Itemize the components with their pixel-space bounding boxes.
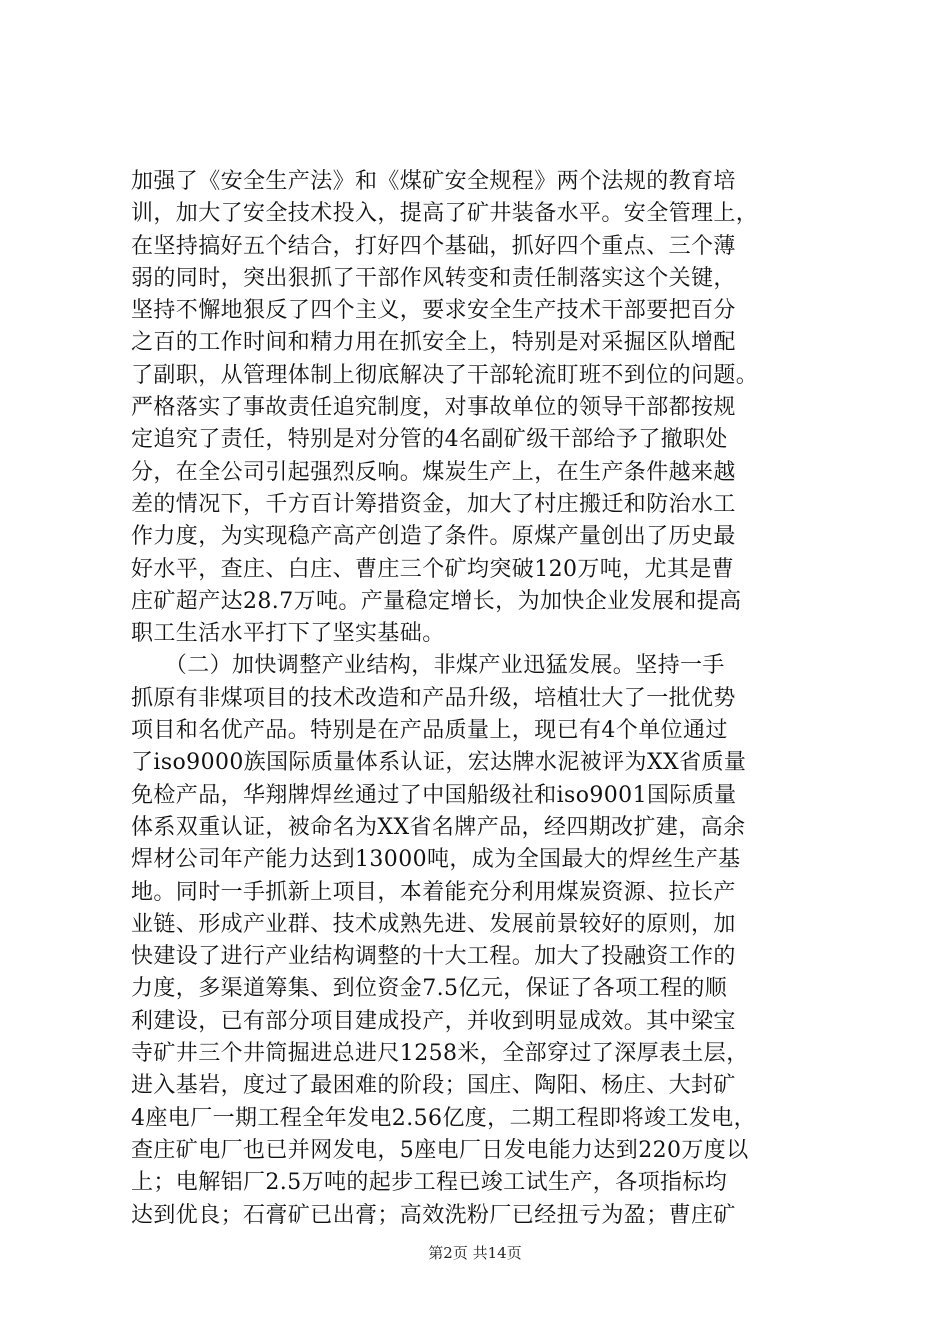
text-line: 利建设，已有部分项目建成投产，并收到明显成效。其中梁宝: [131, 1008, 736, 1034]
text-line: 坚持不懈地狠反了四个主义，要求安全生产技术干部要把百分: [131, 298, 736, 324]
text-line: 焊材公司年产能力达到13000吨，成为全国最大的焊丝生产基: [131, 847, 741, 873]
text-line: 定追究了责任，特别是对分管的4名副矿级干部给予了撤职处: [131, 427, 728, 453]
text-line: 训，加大了安全技术投入，提高了矿井装备水平。安全管理上，: [131, 201, 759, 227]
text-line: 4座电厂一期工程全年发电2.56亿度，二期工程即将竣工发电，: [131, 1105, 756, 1131]
text-line: 职工生活水平打下了坚实基础。: [131, 621, 445, 647]
text-line: 差的情况下，千方百计筹措资金，加大了村庄搬迁和防治水工: [131, 491, 736, 517]
text-line: 了iso9000族国际质量体系认证，宏达牌水泥被评为XX省质量: [131, 750, 747, 776]
text-line: （二）加快调整产业结构，非煤产业迅猛发展。坚持一手: [131, 653, 725, 679]
text-line: 严格落实了事故责任追究制度，对事故单位的领导干部都按规: [131, 395, 736, 421]
text-line: 作力度，为实现稳产高产创造了条件。原煤产量创出了历史最: [131, 524, 736, 550]
text-line: 寺矿井三个井筒掘进总进尺1258米，全部穿过了深厚表土层，: [131, 1041, 749, 1067]
text-line: 分，在全公司引起强烈反响。煤炭生产上，在生产条件越来越: [131, 459, 736, 485]
text-line: 好水平，查庄、白庄、曹庄三个矿均突破120万吨，尤其是曹: [131, 556, 735, 582]
text-line: 达到优良；石膏矿已出膏；高效洗粉厂已经扭亏为盈；曹庄矿: [131, 1202, 736, 1228]
text-line: 上；电解铝厂2.5万吨的起步工程已竣工试生产，各项指标均: [131, 1170, 728, 1196]
text-line: 抓原有非煤项目的技术改造和产品升级，培植壮大了一批优势: [131, 685, 736, 711]
text-line: 查庄矿电厂也已并网发电，5座电厂日发电能力达到220万度以: [131, 1137, 749, 1163]
text-line: 业链、形成产业群、技术成熟先进、发展前景较好的原则，加: [131, 911, 736, 937]
text-line: 进入基岩，度过了最困难的阶段；国庄、陶阳、杨庄、大封矿: [131, 1073, 736, 1099]
text-line: 项目和名优产品。特别是在产品质量上，现已有4个单位通过: [131, 718, 728, 744]
text-line: 体系双重认证，被命名为XX省名牌产品，经四期改扩建，高余: [131, 814, 746, 840]
text-line: 弱的同时，突出狠抓了干部作风转变和责任制落实这个关键，: [131, 265, 736, 291]
page-footer: 第2页 共14页: [428, 1244, 522, 1262]
text-line: 庄矿超产达28.7万吨。产量稳定增长，为加快企业发展和提高: [131, 588, 742, 614]
text-line: 了副职，从管理体制上彻底解决了干部轮流盯班不到位的问题。: [131, 362, 759, 388]
text-line: 快建设了进行产业结构调整的十大工程。加大了投融资工作的: [131, 944, 736, 970]
text-line: 之百的工作时间和精力用在抓安全上，特别是对采掘区队增配: [131, 330, 736, 356]
body-text: [131, 166, 831, 1232]
text-line: 地。同时一手抓新上项目，本着能充分利用煤炭资源、拉长产: [131, 879, 736, 905]
text-line: 力度，多渠道筹集、到位资金7.5亿元，保证了各项工程的顺: [131, 976, 728, 1002]
text-line: 免检产品，华翔牌焊丝通过了中国船级社和iso9001国际质量: [131, 782, 737, 808]
text-line: 在坚持搞好五个结合，打好四个基础，抓好四个重点、三个薄: [131, 233, 736, 259]
text-line: 加强了《安全生产法》和《煤矿安全规程》两个法规的教育培: [131, 169, 736, 194]
